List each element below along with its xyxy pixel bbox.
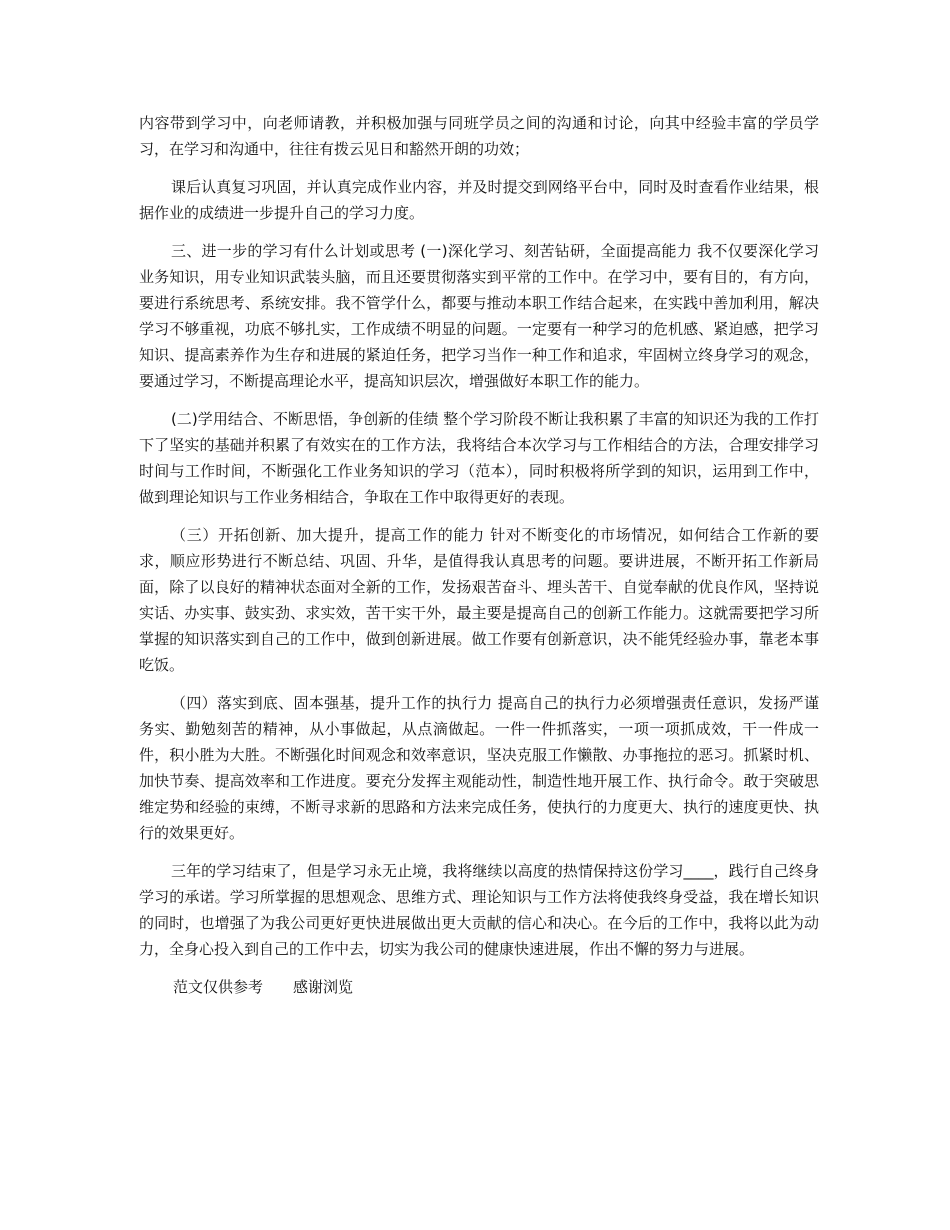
footer-right-text: 感谢浏览 (293, 978, 354, 996)
paragraph-5: （三）开拓创新、加大提升，提高工作的能力 针对不断变化的市场情况，如何结合工作新的要求，顺应形势进行不断总结、巩固、升华，是值得我认真思考的问题。要讲进展，不断开拓工作新局面，除了以良好的精神状态面对全新的工作，发扬艰苦奋斗、埋头苦干、自觉奉献的优良作风，坚持说实话、办实事、鼓实劲、求实效，苦干实干外，最主要是提高自己的创新工作能力。这就需要把学习所掌握的知识落实到自己的工作中，做到创新进展。做工作要有创新意识，决不能凭经验办事，靠老本事吃饭。 (139, 526, 819, 674)
footer-left-text: 范文仅供参考 (173, 978, 264, 996)
paragraph-4: (二)学用结合、不断思悟，争创新的佳绩 整个学习阶段不断让我积累了丰富的知识还为我的工作打下了坚实的基础并积累了有效实在的工作方法，我将结合本次学习与工作相结合的方法，合理安排学习时间与工作时间，不断强化工作业务知识的学习（范本），同时积极将所学到的知识，运用到工作中，做到理论知识与工作业务相结合，争取在工作中取得更好的表现。 (139, 410, 819, 506)
document-body (139, 110, 819, 1000)
paragraph-6: （四）落实到底、固本强基，提升工作的执行力 提高自己的执行力必须增强责任意识，发扬严谨务实、勤勉刻苦的精神，从小事做起，从点滴做起。一件一件抓落实，一项一项抓成效，干一件成一件，积小胜为大胜。不断强化时间观念和效率意识，坚决克服工作懒散、办事拖拉的恶习。抓紧时机、加快节奏、提高效率和工作进度。要充分发挥主观能动性，制造性地开展工作、执行命令。敢于突破思维定势和经验的束缚，不断寻求新的思路和方法来完成任务，使执行的力度更大、执行的速度更快、执行的效果更好。 (139, 694, 819, 842)
paragraph-1: 内容带到学习中，向老师请教，并积极加强与同班学员之间的沟通和讨论，向其中经验丰富的学员学习，在学习和沟通中，往往有拨云见日和豁然开朗的功效； (139, 114, 819, 158)
footer-note (139, 974, 819, 1000)
paragraph-7: 三年的学习结束了，但是学习永无止境，我将继续以高度的热情保持这份学习____，践行自己终身学习的承诺。学习所掌握的思想观念、思维方式、理论知识与工作方法将使我终身受益，我在增长知识的同时，也增强了为我公司更好更快进展做出更大贡献的信心和决心。在今后的工作中，我将以此为动力，全身心投入到自己的工作中去，切实为我公司的健康快速进展，作出不懈的努力与进展。 (139, 862, 819, 958)
paragraph-3: 三、进一步的学习有什么计划或思考 (一)深化学习、刻苦钻研，全面提高能力 我不仅要深化学习业务知识，用专业知识武装头脑，而且还要贯彻落实到平常的工作中。在学习中，要有目的，有方向，要进行系统思考、系统安排。我不管学什么，都要与推动本职工作结合起来，在实践中善加利用，解决学习不够重视，功底不够扎实，工作成绩不明显的问题。一定要有一种学习的危机感、紧迫感，把学习知识、提高素养作为生存和进展的紧迫任务，把学习当作一种工作和追求，牢固树立终身学习的观念，要通过学习，不断提高理论水平，提高知识层次，增强做好本职工作的能力。 (139, 242, 819, 390)
paragraph-2: 课后认真复习巩固，并认真完成作业内容，并及时提交到网络平台中，同时及时查看作业结果，根据作业的成绩进一步提升自己的学习力度。 (139, 178, 819, 222)
